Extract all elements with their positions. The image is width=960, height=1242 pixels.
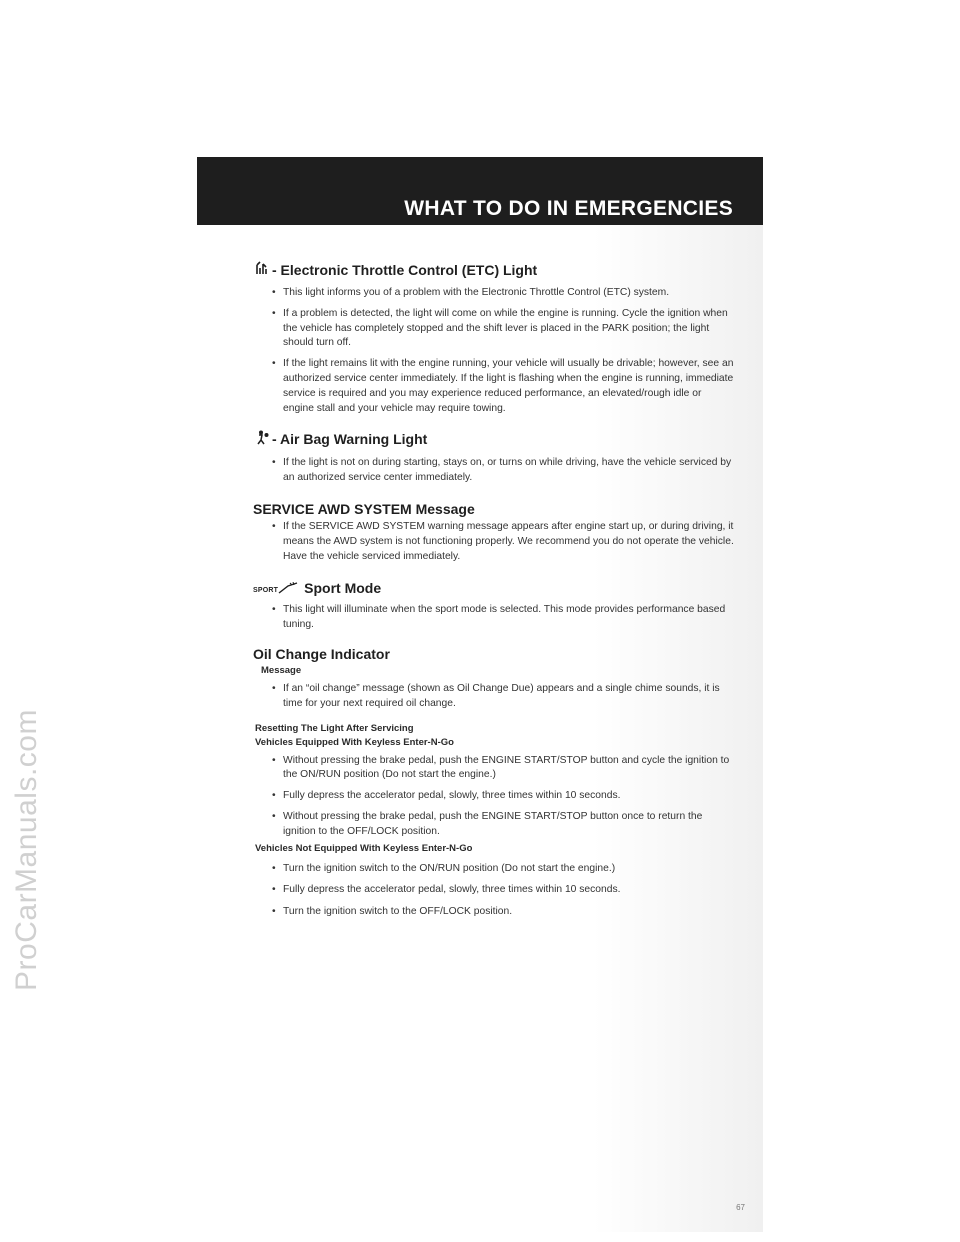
oil-resetting-label: Resetting The Light After Servicing [255,722,414,734]
side-watermark [2,500,52,1200]
list-item: • This light will illuminate when the sport mode is selected. This mode provides performance based tuning. [255,603,735,633]
list-item: • Turn the ignition switch to the ON/RUN position (Do not start the engine.) [255,862,735,877]
oil-keyless-label: Vehicles Equipped With Keyless Enter-N-Go [255,736,454,748]
list-item: • If the light remains lit with the engine running, your vehicle will usually be drivable; however, see an authorized service center immediately. If the light is flashing when the engine is running, immediate service is required and you may experience reduced performance, an elevated/rough idle or engine stall and your vehicle may require towing. [255,357,735,416]
oil-non-keyless-list [255,862,735,920]
sport-mode-icon [253,582,298,594]
throttle-warning-icon [255,261,269,278]
list-item: • If the light is not on during starting, stays on, or turns on while driving, have the vehicle serviced by an authorized service center immediately. [255,456,735,486]
airbag-warning-icon [255,430,269,448]
awd-list [255,520,735,564]
oil-message-list [255,682,735,712]
etc-heading [255,261,735,278]
sport-list [255,603,735,633]
list-item: • If a problem is detected, the light will come on while the engine is running. Cycle the ignition when the vehicle has completely stopped and the shift lever is placed in the PARK position; the light should turn off. [255,307,735,351]
awd-title: SERVICE AWD SYSTEM Message [253,500,475,517]
page-content [255,261,735,920]
airbag-list [255,456,735,486]
list-item: • Fully depress the accelerator pedal, slowly, three times within 10 seconds. [255,883,735,898]
page-title: WHAT TO DO IN EMERGENCIES [404,197,733,220]
oil-title: Oil Change Indicator [253,645,390,662]
airbag-title: - Air Bag Warning Light [272,431,428,448]
oil-message-label: Message [261,664,302,676]
list-item: • Turn the ignition switch to the OFF/LOCK position. [255,905,735,920]
etc-list [255,286,735,416]
list-item: • Without pressing the brake pedal, push the ENGINE START/STOP button and cycle the ignition to the ON/RUN position (Do not start the engine.) [255,754,735,784]
list-item: • Fully depress the accelerator pedal, slowly, three times within 10 seconds. [255,789,735,804]
list-item: • Without pressing the brake pedal, push the ENGINE START/STOP button once to return the ignition to the OFF/LOCK position. [255,810,735,840]
oil-heading [253,646,735,662]
list-item: • If the SERVICE AWD SYSTEM warning message appears after engine start up, or during driving, it means the AWD system is not functioning properly. We recommend you do not operate the vehicle. Have the vehicle serviced immediately. [255,520,735,564]
page-number: 67 [736,1203,745,1212]
oil-non-keyless-label: Vehicles Not Equipped With Keyless Enter-N-Go [255,842,473,854]
header-bar [197,157,763,225]
oil-keyless-list [255,754,735,840]
manual-page [197,157,763,1232]
etc-title: - Electronic Throttle Control (ETC) Light [272,261,538,278]
sport-heading [253,580,735,596]
airbag-heading [255,430,735,448]
list-item: • If an “oil change” message (shown as Oil Change Due) appears and a single chime sounds, it is time for your next required oil change. [255,682,735,712]
awd-heading [253,501,735,517]
watermark-text: ProCarManuals.com [10,709,43,991]
sport-icon-text: SPORT [253,587,279,595]
list-item: • This light informs you of a problem with the Electronic Throttle Control (ETC) system. [255,286,735,301]
sport-title: Sport Mode [304,580,382,597]
